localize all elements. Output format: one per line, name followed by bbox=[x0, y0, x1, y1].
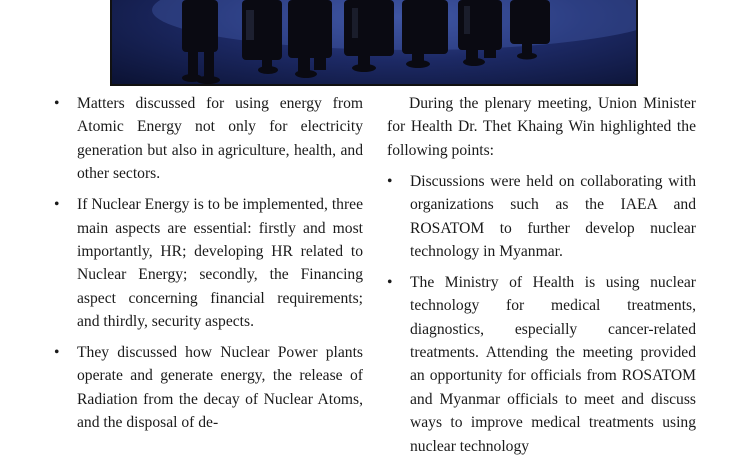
list-item-text: Matters discussed for using energy from Atomic Energy not only for electricity generation but also in agriculture, health, and other sectors. bbox=[77, 95, 363, 183]
bullet-marker: • bbox=[54, 95, 60, 112]
list-item bbox=[54, 193, 363, 333]
right-column bbox=[387, 92, 696, 460]
bullet-marker: • bbox=[54, 196, 60, 214]
bullet-marker: • bbox=[387, 172, 393, 190]
list-item-text: The Ministry of Health is using nuclear technology for medical treatments, diagnostics, especially cancer-related treatments. Attending the meeting provided an opportunity for officials from ROSATOM and Myanmar officials to meet and discuss ways to improve medical treatments using nuclear technology bbox=[410, 273, 696, 455]
list-item bbox=[387, 271, 696, 458]
right-bullet-list bbox=[387, 170, 696, 458]
meeting-photo-illustration bbox=[112, 0, 638, 86]
list-item bbox=[54, 92, 363, 186]
left-column bbox=[54, 92, 363, 442]
list-item-text: If Nuclear Energy is to be implemented, three main aspects are essential: firstly and most importantly, HR; developing HR related to Nuclear Energy; secondly, the Financing aspect concerning financial requirements; and thirdly, security aspects. bbox=[77, 196, 363, 331]
list-item-text: They discussed how Nuclear Power plants operate and generate energy, the release of Radiation from the decay of Nuclear Atoms, and the disposal of de- bbox=[77, 344, 363, 432]
bullet-marker: • bbox=[54, 344, 60, 362]
left-bullet-list bbox=[54, 92, 363, 435]
list-item-text: Discussions were held on collaborating with organizations such as the IAEA and ROSATOM to further develop nuclear technology in Myanmar. bbox=[410, 172, 696, 260]
list-item bbox=[54, 341, 363, 435]
meeting-photo bbox=[110, 0, 638, 86]
list-item bbox=[387, 170, 696, 264]
intro-paragraph: During the plenary meeting, Union Minister for Health Dr. Thet Khaing Win highlighted the following points: bbox=[387, 95, 696, 159]
bullet-marker: • bbox=[387, 273, 393, 291]
